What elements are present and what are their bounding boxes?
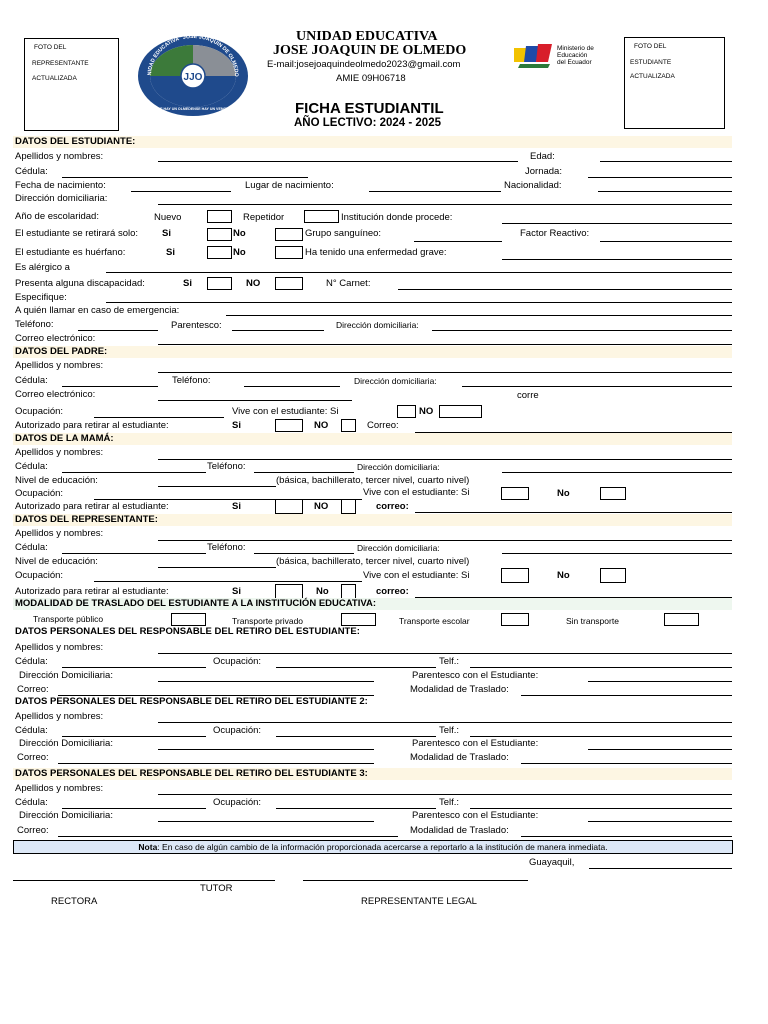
pickup1-id-field[interactable] [62,667,206,668]
emergency-label: A quién llamar en caso de emergencia: [15,305,180,316]
leave-alone-yes-checkbox[interactable] [207,228,232,241]
note-bold: Nota [138,842,158,852]
father-lives-label: Vive con el estudiante: Si [232,406,339,417]
mother-id-label: Cédula: [15,461,48,472]
mother-lives-no-checkbox[interactable] [600,487,626,500]
pickup1-mode-label: Modalidad de Traslado: [410,684,509,695]
father-lives-no-checkbox[interactable] [439,405,482,418]
mother-address-label: Dirección domiciliaria: [357,462,440,472]
father-lives-no-label: NO [419,406,434,417]
pickup3-phone-field[interactable] [470,808,732,809]
rep-job-label: Ocupación: [15,570,64,581]
pickup3-relation-label: Parentesco con el Estudiante: [412,810,539,821]
pickup2-relation-label: Parentesco con el Estudiante: [412,738,539,749]
student-email-field[interactable] [158,344,732,345]
orphan-no-checkbox[interactable] [275,246,303,259]
orphan-no-label: No [233,247,246,258]
pickup2-id-field[interactable] [62,736,206,737]
mother-names-field[interactable] [158,459,732,460]
specify-label: Especifique: [15,292,67,303]
ministry-logo-icon [512,42,554,72]
leave-alone-no-checkbox[interactable] [275,228,303,241]
pickup3-address-label: Dirección Domiciliaria: [19,810,113,821]
rep-address-label: Dirección domiciliaria: [357,543,440,553]
student-address-label: Dirección domiciliaria: [15,193,108,204]
rep-address-field[interactable] [502,553,732,554]
rep-mail-label: correo: [376,586,409,597]
nationality-field[interactable] [598,191,732,192]
city-label: Guayaquil, [529,857,575,868]
rh-field[interactable] [600,241,732,242]
student-photo-box[interactable] [624,37,725,129]
section-student: DATOS DEL ESTUDIANTE: [13,136,732,148]
rep-lives-yes-checkbox[interactable] [501,568,529,583]
pickup3-names-label: Apellidos y nombres: [15,783,104,794]
disability-no-checkbox[interactable] [275,277,303,290]
emergency-address-label: Dirección domiciliaria: [336,320,419,330]
section-pickup-3: DATOS PERSONALES DEL RESPONSABLE DEL RETIRO DEL ESTUDIANTE 3: [13,768,732,780]
rep-edu-hint: (básica, bachillerato, tercer nivel, cuarto nivel) [276,556,470,567]
pickup3-phone-label: Telf.: [439,797,460,808]
photo-label: FOTO DEL [34,44,67,51]
pickup1-mail-label: Correo: [17,684,49,695]
father-email-label: Correo electrónico: [15,389,96,400]
transport-public-label: Transporte público [33,614,104,624]
photo-label: FOTO DEL [634,43,667,50]
mother-edu-label: Nivel de educación: [15,475,98,486]
rector-signature-line[interactable] [13,880,275,881]
pickup2-mode-label: Modalidad de Traslado: [410,752,509,763]
mother-edu-hint: (básica, bachillerato, tercer nivel, cuarto nivel) [276,475,470,486]
photo-label: ACTUALIZADA [32,75,77,82]
orphan-yes-label: Si [166,247,175,258]
rep-lives-no-checkbox[interactable] [600,568,626,583]
father-pickup-no-checkbox[interactable] [341,419,356,432]
illness-field[interactable] [502,259,732,260]
father-email-field[interactable] [158,400,352,401]
rep-names-label: Apellidos y nombres: [15,528,104,539]
disability-no-label: NO [246,278,261,289]
transport-school-label: Transporte escolar [399,616,470,626]
tutor-label: TUTOR [200,883,233,894]
father-pickup-yes-checkbox[interactable] [275,419,303,432]
pickup1-relation-label: Parentesco con el Estudiante: [412,670,539,681]
emergency-relation-label: Parentesco: [171,320,222,331]
leave-alone-yes-label: Si [162,228,171,239]
student-age-label: Edad: [530,151,555,162]
rep-job-field[interactable] [94,581,362,582]
father-address-label: Dirección domiciliaria: [354,376,437,386]
new-label: Nuevo [154,212,182,223]
transport-school-checkbox[interactable] [501,613,529,626]
student-id-label: Cédula: [15,166,48,177]
rep-edu-label: Nivel de educación: [15,556,98,567]
pickup2-job-label: Ocupación: [213,725,262,736]
carnet-label: N° Carnet: [326,278,371,289]
father-phone-field[interactable] [244,386,340,387]
pickup3-names-field[interactable] [158,794,732,795]
rep-id-label: Cédula: [15,542,48,553]
mother-lives-yes-checkbox[interactable] [501,487,529,500]
emergency-address-field[interactable] [432,330,732,331]
mother-pickup-label: Autorizado para retirar al estudiante: [15,501,169,512]
mother-pickup-yes-checkbox[interactable] [275,499,303,514]
section-representative: DATOS DEL REPRESENTANTE: [13,514,732,526]
representative-photo-box[interactable] [24,38,119,131]
rep-lives-label: Vive con el estudiante: Si [363,570,470,581]
photo-label: ACTUALIZADA [630,73,675,80]
rh-label: Factor Reactivo: [520,228,590,239]
pickup1-job-field[interactable] [276,667,436,668]
date-field[interactable] [589,868,732,869]
student-shift-label: Jornada: [525,166,562,177]
father-pickup-label: Autorizado para retirar al estudiante: [15,420,169,431]
prev-school-label: Institución donde procede: [341,212,453,223]
mother-job-label: Ocupación: [15,488,64,499]
pickup2-phone-field[interactable] [470,736,732,737]
ministry-name: Ministerio de Educación del Ecuador [557,45,594,66]
birth-place-field[interactable] [369,191,501,192]
disability-yes-label: Si [183,278,192,289]
note-box [13,840,733,854]
prev-school-field[interactable] [502,223,732,224]
section-mother: DATOS DE LA MAMÁ: [13,433,732,445]
section-pickup-2: DATOS PERSONALES DEL RESPONSABLE DEL RETIRO DEL ESTUDIANTE 2: [13,696,732,708]
repeat-checkbox[interactable] [304,210,339,223]
rep-lives-no-label: No [557,570,570,581]
father-phone-label: Teléfono: [172,375,211,386]
school-name-line2: JOSE JOAQUIN DE OLMEDO [273,43,467,58]
pickup1-phone-field[interactable] [470,667,732,668]
father-pickup-no-label: NO [314,420,329,431]
pickup3-mail-field[interactable] [58,836,398,837]
pickup1-relation-field[interactable] [588,681,732,682]
father-address-field[interactable] [462,386,732,387]
logo-initials: JJO [183,72,203,83]
emergency-phone-label: Teléfono: [15,319,54,330]
legal-rep-label: REPRESENTANTE LEGAL [361,896,477,907]
father-mail-label: Correo: [367,420,399,431]
rep-pickup-no-checkbox[interactable] [341,584,356,599]
pickup2-id-label: Cédula: [15,725,48,736]
orphan-yes-checkbox[interactable] [207,246,232,259]
blood-label: Grupo sanguíneo: [305,228,382,239]
grade-label: Año de escolaridad: [15,211,99,222]
form-title: FICHA ESTUDIANTIL [295,100,444,117]
pickup3-job-field[interactable] [276,808,436,809]
leave-alone-label: El estudiante se retirará solo: [15,228,139,239]
transport-private-label: Transporte privado [232,616,304,626]
section-father: DATOS DEL PADRE: [13,346,732,358]
mother-lives-label: Vive con el estudiante: Si [363,487,470,498]
pickup3-relation-field[interactable] [588,821,732,822]
illness-label: Ha tenido una enfermedad grave: [305,247,447,258]
student-id-field[interactable] [62,177,308,178]
father-names-label: Apellidos y nombres: [15,360,104,371]
school-logo [136,30,250,116]
pickup2-job-field[interactable] [276,736,436,737]
rep-phone-field[interactable] [254,553,354,554]
rep-phone-label: Teléfono: [207,542,246,553]
pickup3-mail-label: Correo: [17,825,49,836]
student-names-field[interactable] [158,161,518,162]
new-checkbox[interactable] [207,210,232,223]
pickup1-address-label: Dirección Domiciliaria: [19,670,113,681]
student-names-label: Apellidos y nombres: [15,151,104,162]
father-job-field[interactable] [94,417,224,418]
leave-alone-no-label: No [233,228,246,239]
father-id-label: Cédula: [15,375,48,386]
transport-none-checkbox[interactable] [664,613,699,626]
father-job-label: Ocupación: [15,406,64,417]
birth-date-field[interactable] [131,191,231,192]
rep-pickup-no-label: No [316,586,329,597]
pickup3-address-field[interactable] [158,821,374,822]
rector-label: RECTORA [51,896,98,907]
allergic-field[interactable] [106,272,732,273]
legal-rep-signature-line[interactable] [303,880,528,881]
pickup1-address-field[interactable] [158,681,374,682]
mother-address-field[interactable] [502,472,732,473]
pickup2-mode-field[interactable] [521,763,732,764]
allergic-label: Es alérgico a [15,262,70,273]
student-email-label: Correo electrónico: [15,333,96,344]
pickup2-mail-label: Correo: [17,752,49,763]
logo-ring-text: NIDAD EDUCATIVA "JOSÉ JOAQUÍN DE OLMEDO [146,33,240,77]
pickup1-names-label: Apellidos y nombres: [15,642,104,653]
transport-none-label: Sin transporte [566,616,619,626]
carnet-field[interactable] [398,289,732,290]
pickup3-id-label: Cédula: [15,797,48,808]
pickup3-mode-field[interactable] [521,836,732,837]
photo-label: ESTUDIANTE [630,59,672,66]
pickup2-relation-field[interactable] [588,749,732,750]
school-year: AÑO LECTIVO: 2024 - 2025 [294,117,441,129]
note-text: : En caso de algún cambio de la información proporcionada acercarse a reportarlo a la institución de manera inmediata. [157,842,608,852]
pickup2-address-field[interactable] [158,749,374,750]
pickup2-address-label: Dirección Domiciliaria: [19,738,113,749]
student-address-field[interactable] [158,204,732,205]
father-pickup-yes-label: Si [232,420,241,431]
pickup3-id-field[interactable] [62,808,206,809]
school-email: E-mail:josejoaquindeolmedo2023@gmail.com [267,59,461,70]
pickup1-phone-label: Telf.: [439,656,460,667]
mother-id-field[interactable] [62,472,206,473]
emergency-field[interactable] [226,315,732,316]
disability-label: Presenta alguna discapacidad: [15,278,145,289]
pickup3-mode-label: Modalidad de Traslado: [410,825,509,836]
nationality-label: Nacionalidad: [504,180,562,191]
birth-place-label: Lugar de nacimiento: [245,180,334,191]
specify-field[interactable] [106,302,732,303]
pickup1-job-label: Ocupación: [213,656,262,667]
student-shift-field[interactable] [588,177,732,178]
pickup2-names-label: Apellidos y nombres: [15,711,104,722]
father-names-field[interactable] [158,372,732,373]
mother-lives-no-label: No [557,488,570,499]
logo-motto: "DONDE HAY UN OLMEDENSE HAY UN VENCEDOR" [147,107,239,111]
amie-code: AMIE 09H06718 [336,73,406,84]
mother-job-field[interactable] [94,499,362,500]
blood-field[interactable] [414,241,502,242]
father-lives-yes-checkbox[interactable] [397,405,416,418]
rep-pickup-yes-checkbox[interactable] [275,584,303,599]
mother-names-label: Apellidos y nombres: [15,447,104,458]
mother-pickup-yes-label: Si [232,501,241,512]
mother-mail-field[interactable] [415,512,732,513]
orphan-label: El estudiante es huérfano: [15,247,126,258]
pickup2-names-field[interactable] [158,722,732,723]
mother-pickup-no-checkbox[interactable] [341,499,356,514]
mother-mail-label: correo: [376,501,409,512]
pickup2-mail-field[interactable] [58,763,374,764]
section-pickup-1: DATOS PERSONALES DEL RESPONSABLE DEL RETIRO DEL ESTUDIANTE: [13,626,732,638]
father-email2-label: corre [517,390,539,401]
rep-id-field[interactable] [62,553,206,554]
repeat-label: Repetidor [243,212,285,223]
disability-yes-checkbox[interactable] [207,277,232,290]
pickup1-id-label: Cédula: [15,656,48,667]
rep-pickup-yes-label: Si [232,586,241,597]
pickup3-job-label: Ocupación: [213,797,262,808]
emergency-phone-field[interactable] [78,330,158,331]
transport-public-checkbox[interactable] [171,613,206,626]
mother-pickup-no-label: NO [314,501,329,512]
father-id-field[interactable] [62,386,158,387]
pickup2-phone-label: Telf.: [439,725,460,736]
pickup1-names-field[interactable] [158,653,732,654]
mother-phone-label: Teléfono: [207,461,246,472]
photo-label: REPRESENTANTE [32,60,89,67]
school-name-line1: UNIDAD EDUCATIVA [296,29,438,44]
transport-private-checkbox[interactable] [341,613,376,626]
mother-phone-field[interactable] [254,472,354,473]
emergency-relation-field[interactable] [232,330,324,331]
section-transport: MODALIDAD DE TRASLADO DEL ESTUDIANTE A LA INSTITUCIÓN EDUCATIVA: [13,598,732,610]
rep-edu-field[interactable] [158,567,276,568]
birth-date-label: Fecha de nacimiento: [15,180,106,191]
rep-names-field[interactable] [158,540,732,541]
rep-pickup-label: Autorizado para retirar al estudiante: [15,586,169,597]
student-age-field[interactable] [600,161,732,162]
mother-edu-field[interactable] [158,486,276,487]
